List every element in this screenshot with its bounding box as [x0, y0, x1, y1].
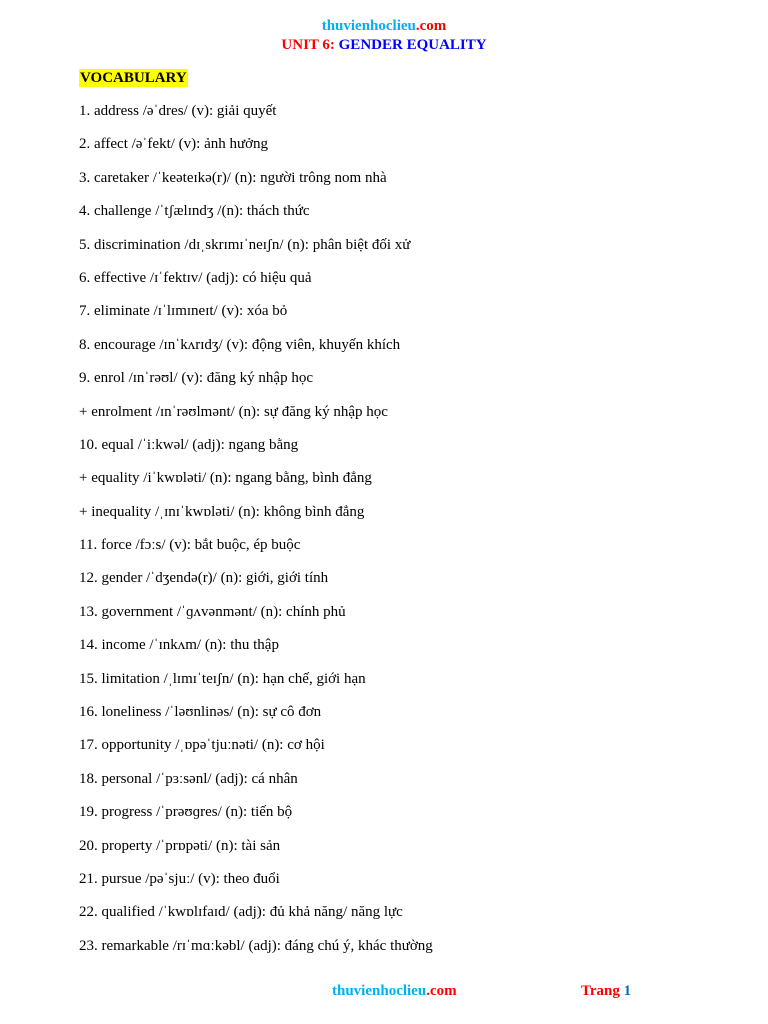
page-title	[0, 36, 768, 54]
vocab-item: 6. effective /ɪˈfektɪv/ (adj): có hiệu quả	[79, 269, 312, 286]
vocab-item: 7. eliminate /ɪˈlɪmɪneɪt/ (v): xóa bỏ	[79, 303, 288, 320]
vocab-item: 13. government /ˈɡʌvənmənt/ (n): chính phủ	[79, 603, 346, 620]
vocab-item: + inequality /ˌɪnɪˈkwɒləti/ (n): không bình đẳng	[79, 503, 365, 520]
title-topic: GENDER EQUALITY	[334, 37, 487, 53]
vocabulary-list	[79, 101, 719, 969]
vocab-item: 5. discrimination /dɪˌskrɪmɪˈneɪʃn/ (n): phân biệt đối xử	[79, 236, 411, 253]
vocab-item: 20. property /ˈprɒpəti/ (n): tài sản	[79, 837, 281, 854]
footer-site-name: thuvienhoclieu	[332, 983, 427, 999]
vocab-item: 16. loneliness /ˈləʊnlinəs/ (n): sự cô đơn	[79, 704, 322, 721]
vocab-item: 21. pursue /pəˈsjuː/ (v): theo đuổi	[79, 870, 280, 887]
page-number-value: 1	[623, 983, 632, 999]
vocab-item: 9. enrol /ɪnˈrəʊl/ (v): đăng ký nhập học	[79, 370, 314, 387]
vocab-item: 3. caretaker /ˈkeəteɪkə(r)/ (n): người trông nom nhà	[79, 169, 387, 186]
vocab-item: 1. address /əˈdres/ (v): giải quyết	[79, 103, 277, 119]
site-name: thuvienhoclieu	[321, 18, 416, 34]
vocab-item: 17. opportunity /ˌɒpəˈtjuːnəti/ (n): cơ hội	[79, 737, 325, 754]
vocab-item: 18. personal /ˈpɜːsənl/ (adj): cá nhân	[79, 770, 298, 787]
vocab-item: + equality /iˈkwɒləti/ (n): ngang bằng, bình đẳng	[79, 470, 372, 487]
vocab-item: + enrolment /ɪnˈrəʊlmənt/ (n): sự đăng ký nhập học	[79, 403, 388, 420]
vocab-item: 23. remarkable /rɪˈmɑːkəbl/ (adj): đáng chú ý, khác thường	[79, 937, 433, 954]
vocab-item: 22. qualified /ˈkwɒlɪfaɪd/ (adj): đủ khả năng/ năng lực	[79, 904, 403, 921]
vocab-item: 10. equal /ˈiːkwəl/ (adj): ngang bằng	[79, 436, 299, 453]
vocab-item: 14. income /ˈɪnkʌm/ (n): thu thập	[79, 637, 279, 654]
footer-site	[332, 982, 457, 1000]
vocab-item: 4. challenge /ˈtʃælɪndʒ /(n): thách thức	[79, 203, 310, 220]
footer-site-tld: .com	[426, 983, 457, 999]
vocab-item: 8. encourage /ɪnˈkʌrɪdʒ/ (v): động viên, khuyến khích	[79, 336, 401, 353]
vocab-item: 12. gender /ˈdʒendə(r)/ (n): giới, giới tính	[79, 570, 329, 587]
site-tld: .com	[415, 18, 447, 34]
page-number	[581, 982, 631, 1000]
vocab-item: 2. affect /əˈfekt/ (v): ảnh hưởng	[79, 136, 269, 153]
vocab-item: 11. force /fɔːs/ (v): bắt buộc, ép buộc	[79, 537, 301, 554]
title-unit: UNIT 6:	[281, 37, 335, 53]
site-header	[0, 17, 768, 35]
vocab-item: 15. limitation /ˌlɪmɪˈteɪʃn/ (n): hạn chế, giới hạn	[79, 670, 366, 687]
page-label: Trang	[581, 983, 624, 999]
vocab-item: 19. progress /ˈprəʊɡres/ (n): tiến bộ	[79, 804, 293, 821]
vocabulary-heading: VOCABULARY	[80, 70, 187, 86]
